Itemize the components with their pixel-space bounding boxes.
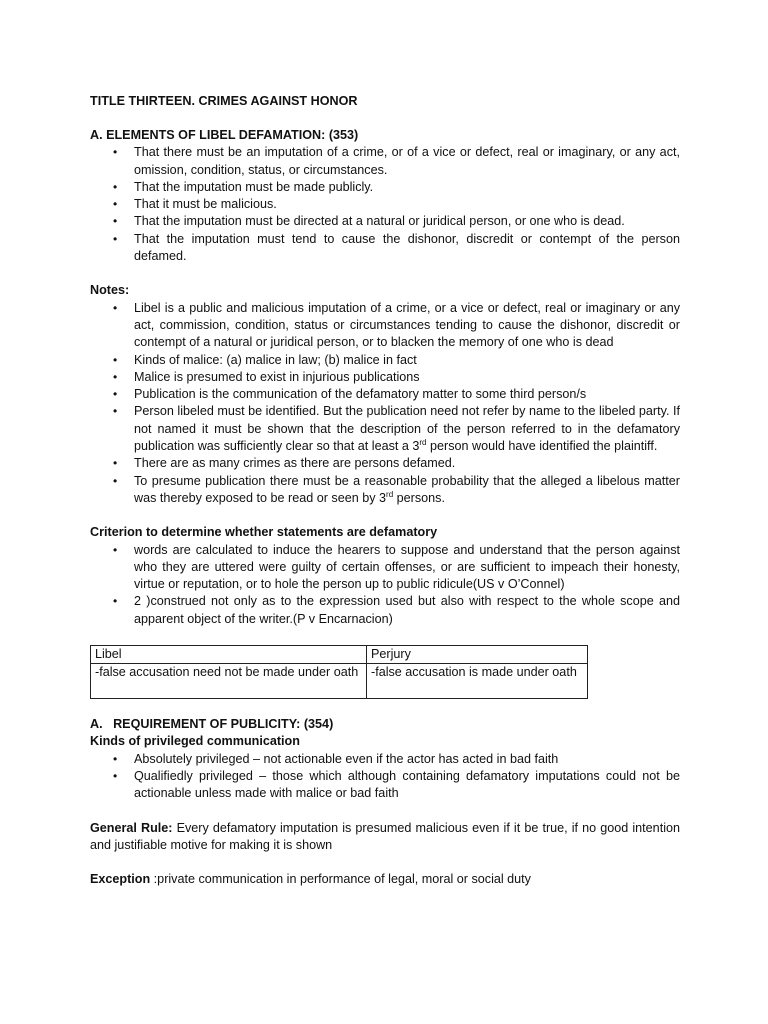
document-content xyxy=(90,93,680,888)
list-item: • Qualifiedly privileged – those which although containing defamatory imputations could not be actionable unless made with malice or bad faith xyxy=(113,768,680,801)
bullet-icon: • xyxy=(113,542,118,557)
list-item: • Kinds of malice: (a) malice in law; (b) malice in fact xyxy=(90,352,680,369)
general-rule-paragraph xyxy=(90,820,680,855)
list-item: • Libel is a public and malicious imputation of a crime, or a vice or defect, real or imaginary or any act, commission, condition, status or circumstances tending to cause the dishonor, discredit or contempt of a natural or juridical person, or to blacken the memory of one who is dead xyxy=(113,300,680,350)
table-header-row xyxy=(91,646,588,664)
exception-paragraph xyxy=(90,871,680,888)
list-item: • 2 )construed not only as to the expression used but also with respect to the whole scope and apparent object of the writer.(P v Encarnacion) xyxy=(113,594,680,626)
bullet-icon: • xyxy=(113,387,118,402)
list-item: • Person libeled must be identified. But the publication need not refer by name to the libeled party. If not named it must be shown that the description of the person referred to in the defamatory publication was sufficiently clear so that at least a 3rd person would have identified the plaintiff. xyxy=(113,404,680,454)
bullet-icon: • xyxy=(113,594,118,609)
table-header-cell: Libel xyxy=(91,646,367,664)
bullet-icon: • xyxy=(113,300,118,315)
exception-text: :private communication in performance of legal, moral or social duty xyxy=(150,872,531,887)
bullet-icon: • xyxy=(113,214,118,229)
bullet-icon: • xyxy=(113,473,118,488)
criterion-list xyxy=(90,542,680,628)
notes-heading: Notes: xyxy=(90,283,130,298)
bullet-icon: • xyxy=(113,197,118,212)
table-header-cell: Perjury xyxy=(367,646,588,664)
privileged-subheading: Kinds of privileged communication xyxy=(90,734,300,749)
libel-perjury-table xyxy=(90,645,588,699)
bullet-icon: • xyxy=(113,369,118,384)
bullet-icon: • xyxy=(113,352,118,367)
publicity-heading: A. REQUIREMENT OF PUBLICITY: (354) xyxy=(90,717,334,732)
list-item: • To presume publication there must be a reasonable probability that the alleged a libelous matter was thereby exposed to be read or seen by 3rd persons. xyxy=(113,473,680,505)
exception-label: Exception xyxy=(90,872,151,887)
list-item: • words are calculated to induce the hearers to suppose and understand that the person against who they are uttered were guilty of certain offenses, or are sufficient to impeach their honesty, virtue or reputation, or to hole the person up to public ridicule(US v O’Connel) xyxy=(113,542,680,592)
list-item: • Publication is the communication of the defamatory matter to some third person/s xyxy=(90,386,680,403)
list-item: • That the imputation must be made publicly. xyxy=(90,179,680,196)
general-rule-text: Every defamatory imputation is presumed malicious even if it be true, if no good intention and justifiable motive for making it is shown xyxy=(90,820,680,852)
notes-list xyxy=(90,300,680,508)
section-elements-heading: A. ELEMENTS OF LIBEL DEFAMATION: (353) xyxy=(90,128,359,142)
list-item: • Malice is presumed to exist in injurious publications xyxy=(90,369,680,386)
elements-list xyxy=(90,144,680,265)
list-item: • That the imputation must tend to cause the dishonor, discredit or contempt of the person defamed. xyxy=(113,231,680,264)
table-cell: -false accusation is made under oath xyxy=(367,664,588,699)
bullet-icon: • xyxy=(113,456,118,471)
table-cell: -false accusation need not be made under oath xyxy=(91,664,367,699)
bullet-icon: • xyxy=(113,768,118,783)
bullet-icon: • xyxy=(113,231,118,246)
list-item: • That the imputation must be directed at a natural or juridical person, or one who is dead. xyxy=(90,213,680,230)
table-row xyxy=(91,664,588,699)
bullet-icon: • xyxy=(113,404,118,419)
list-item: • Absolutely privileged – not actionable even if the actor has acted in bad faith xyxy=(90,751,680,768)
criterion-heading: Criterion to determine whether statements are defamatory xyxy=(90,525,438,540)
list-item: • That it must be malicious. xyxy=(90,196,680,213)
bullet-icon: • xyxy=(113,179,118,194)
bullet-icon: • xyxy=(113,145,118,160)
privileged-list xyxy=(90,751,680,803)
bullet-icon: • xyxy=(113,751,118,766)
document-title: TITLE THIRTEEN. CRIMES AGAINST HONOR xyxy=(90,94,358,108)
list-item: • There are as many crimes as there are persons defamed. xyxy=(90,455,680,472)
list-item: • That there must be an imputation of a crime, or of a vice or defect, real or imaginary, or any act, omission, condition, status, or circumstances. xyxy=(113,145,680,177)
general-rule-label: General Rule: xyxy=(90,820,173,835)
